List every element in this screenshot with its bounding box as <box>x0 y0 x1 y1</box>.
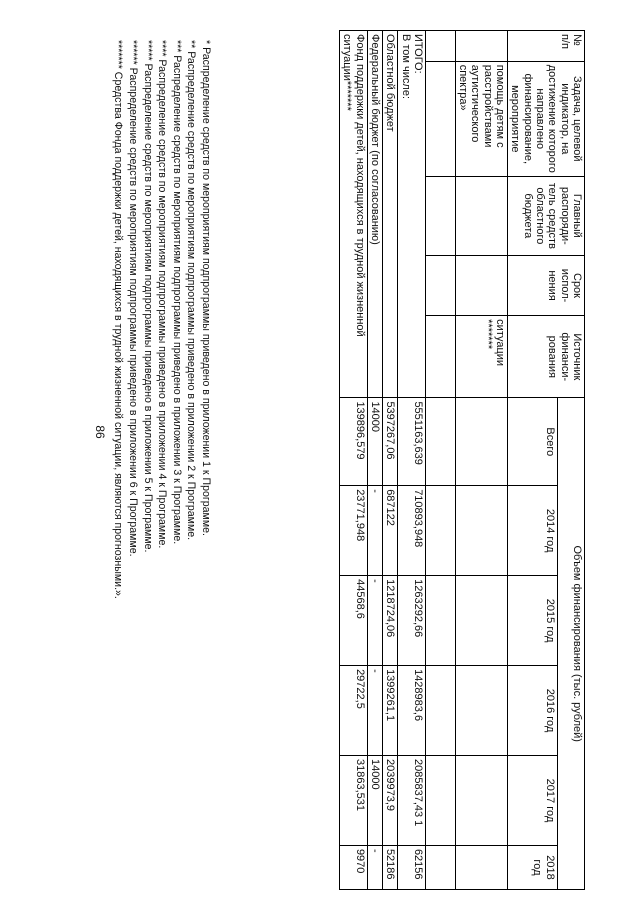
cell-2017: 2085837,43 1 <box>398 756 426 846</box>
page-number: 86 <box>93 425 107 439</box>
header-2017: 2017 год <box>508 756 557 846</box>
blank-row <box>425 31 455 890</box>
header-task: Задача, целевой индикатор, на достижение которого направлено финансирование, мероприятие <box>508 61 585 176</box>
cell-2014: 23771,948 <box>340 486 368 576</box>
cell-2018: - <box>367 845 382 889</box>
cell-2015: 1263292,66 <box>398 576 426 666</box>
footnote: *** Распределение средств по мероприятиям подпрограммы приведено в приложении 3 к Программе. <box>170 40 183 545</box>
cell-2015: 44568,6 <box>340 576 368 666</box>
cell-2017: 14000 <box>367 756 382 846</box>
cell-2016: 29722,5 <box>340 666 368 756</box>
header-num: № п/п <box>508 31 585 62</box>
cell-total: 14000 <box>367 398 382 486</box>
rotated-page-content <box>45 30 585 890</box>
cell-2016: - <box>367 666 382 756</box>
cell-total: 5551163,639 <box>398 398 426 486</box>
carry-task: помощь детям с расстройствами аутистического спектра» <box>455 61 507 176</box>
row-label: ИТОГО: В том числе: <box>398 31 426 398</box>
header-source: Источник финанси-рования <box>508 316 585 398</box>
cell-2018: 52186 <box>382 845 397 889</box>
cell-2017: 31863,531 <box>340 756 368 846</box>
row-label: Фонд поддержки детей, находящихся в трудной жизненной ситуации******* <box>340 31 368 398</box>
header-row-1 <box>557 31 584 890</box>
header-total: Всего <box>508 398 557 486</box>
footnote: ** Распределение средств по мероприятиям подпрограммы приведено в приложении 2 к Программе. <box>185 40 198 541</box>
footnote: ***** Распределение средств по мероприятиям подпрограммы приведено в приложении 5 к Программе. <box>141 40 154 553</box>
header-term: Срок испол-нения <box>508 255 585 315</box>
header-manager: Главный распоряди-тель средств областного бюджета <box>508 176 585 255</box>
table-row-fund <box>340 31 368 890</box>
cell-2016: 1428983,6 <box>398 666 426 756</box>
header-volume: Объем финансирования (тыс. рублей) <box>557 398 584 890</box>
cell-2014: 710893,948 <box>398 486 426 576</box>
footnote: ******* Средства Фонда поддержки детей, находящихся в трудной жизненной ситуации, являются прогнозными.». <box>112 40 125 599</box>
cell-total: 5397267,06 <box>382 398 397 486</box>
header-2014: 2014 год <box>508 486 557 576</box>
cell-2018: 62156 <box>398 845 426 889</box>
row-label: Областной бюджет <box>382 31 397 398</box>
cell-2017: 2039973,9 <box>382 756 397 846</box>
financing-table <box>339 30 585 890</box>
table-row-federal <box>367 31 382 890</box>
cell-2016: 1399261,1 <box>382 666 397 756</box>
cell-2014: - <box>367 486 382 576</box>
cell-2015: 1218724,06 <box>382 576 397 666</box>
header-2016: 2016 год <box>508 666 557 756</box>
header-2015: 2015 год <box>508 576 557 666</box>
carry-over-row <box>455 31 507 890</box>
cell-2015: - <box>367 576 382 666</box>
footnotes <box>111 40 213 880</box>
footnote: **** Распределение средств по мероприятиям подпрограммы приведено в приложении 4 к Программе. <box>156 40 169 549</box>
cell-total: 139896,579 <box>340 398 368 486</box>
row-label: Федеральный бюджет (по согласованию) <box>367 31 382 398</box>
header-2018: 2018 год <box>508 845 557 889</box>
carry-source: ситуации ******* <box>455 316 507 398</box>
table-row-total <box>398 31 426 890</box>
footnote: * Распределение средств по мероприятиям подпрограммы приведено в приложении 1 к Программе. <box>200 40 212 536</box>
carry-num <box>455 31 507 62</box>
footnote: ****** Распределение средств по мероприятиям подпрограммы приведено в приложении 6 к Программе. <box>127 40 140 557</box>
cell-2018: 9970 <box>340 845 368 889</box>
table-row-regional <box>382 31 397 890</box>
cell-2014: 687122 <box>382 486 397 576</box>
